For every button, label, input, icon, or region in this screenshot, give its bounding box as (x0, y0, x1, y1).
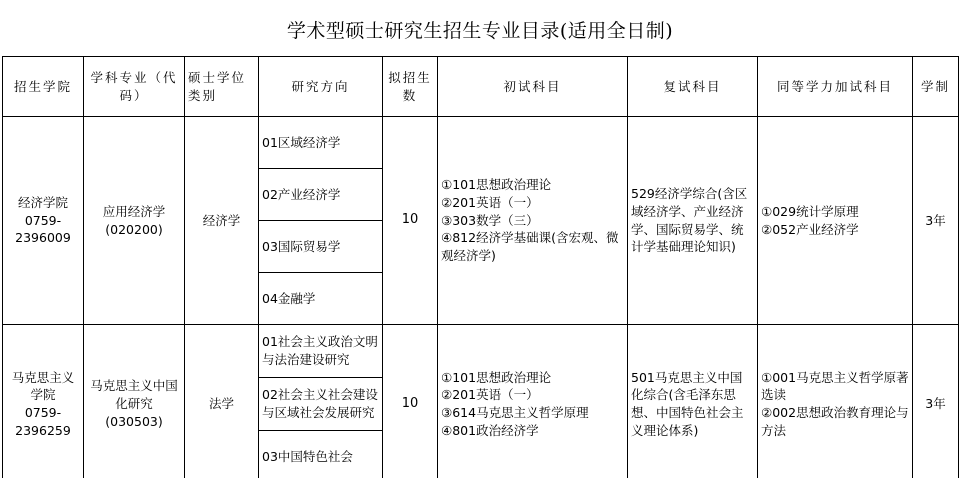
table-row (3, 325, 959, 378)
header-years: 学制 (913, 57, 959, 117)
header-initial-subjects: 初试科目 (438, 57, 628, 117)
initial-subject: ①101思想政治理论 (441, 369, 552, 385)
header-college: 招生学院 (3, 57, 84, 117)
years-cell: 3年 (913, 117, 959, 325)
quota-cell: 10 (383, 117, 438, 325)
header-direction: 研究方向 (259, 57, 383, 117)
initial-subject: ②201英语（一） (441, 194, 539, 210)
extra-subjects-cell (758, 325, 913, 478)
initial-subject: ②201英语（一） (441, 387, 539, 403)
initial-subject: ③303数学（三） (441, 212, 539, 228)
initial-subjects-cell (438, 117, 628, 325)
document-title: 学术型硕士研究生招生专业目录(适用全日制) (286, 19, 674, 42)
major-code: (020200) (105, 221, 163, 237)
direction-cell: 02社会主义社会建设与区域社会发展研究 (259, 378, 383, 431)
direction-cell: 04金融学 (259, 273, 383, 325)
header-extra-subjects: 同等学力加试科目 (758, 57, 913, 117)
extra-subject: ②052产业经济学 (761, 221, 859, 237)
initial-subjects-cell (438, 325, 628, 478)
college-name: 马克思主义学院 (11, 369, 75, 403)
college-phone-prefix: 0759- (24, 212, 62, 228)
direction-cell: 02产业经济学 (259, 169, 383, 221)
college-phone-number: 2396009 (15, 230, 71, 246)
header-major: 学科专业（代码） (84, 57, 185, 117)
degree-cell: 经济学 (185, 117, 259, 325)
direction-cell: 03国际贸易学 (259, 221, 383, 273)
extra-subject: ①029统计学原理 (761, 203, 859, 219)
header-quota: 拟招生数 (383, 57, 438, 117)
direction-cell: 03中国特色社会 (259, 431, 383, 478)
header-row (3, 57, 959, 117)
retest-subjects-cell: 529经济学综合(含区域经济学、产业经济学、国际贸易学、统计学基础理论知识) (628, 117, 758, 325)
major-cell (84, 325, 185, 478)
major-name: 应用经济学 (102, 203, 166, 219)
initial-subject: ③614马克思主义哲学原理 (441, 405, 589, 420)
initial-subject: ①101思想政治理论 (441, 177, 552, 193)
college-cell (3, 117, 84, 325)
direction-cell: 01社会主义政治文明与法治建设研究 (259, 325, 383, 378)
extra-subject: ①001马克思主义哲学原著选读 (761, 369, 909, 403)
header-retest-subjects: 复试科目 (628, 57, 758, 117)
retest-subjects-cell: 501马克思主义中国化综合(含毛泽东思想、中国特色社会主义理论体系) (628, 325, 758, 478)
extra-subjects-cell (758, 117, 913, 325)
table-row (3, 117, 959, 169)
direction-cell: 01区域经济学 (259, 117, 383, 169)
college-phone-number: 2396259 (15, 422, 71, 438)
college-phone-prefix: 0759- (24, 405, 62, 420)
initial-subject: ④812经济学基础课(含宏观、微观经济学) (441, 230, 619, 264)
quota-cell: 10 (383, 325, 438, 478)
years-cell: 3年 (913, 325, 959, 478)
degree-cell: 法学 (185, 325, 259, 478)
college-name: 经济学院 (17, 194, 68, 210)
major-code: (030503) (105, 413, 163, 429)
extra-subject: ②002思想政治教育理论与方法 (761, 405, 909, 438)
program-catalog-table (2, 56, 959, 478)
college-cell (3, 325, 84, 478)
initial-subject: ④801政治经济学 (441, 422, 539, 438)
major-name: 马克思主义中国化研究 (90, 378, 178, 412)
major-cell (84, 117, 185, 325)
header-degree: 硕士学位类别 (185, 57, 259, 117)
